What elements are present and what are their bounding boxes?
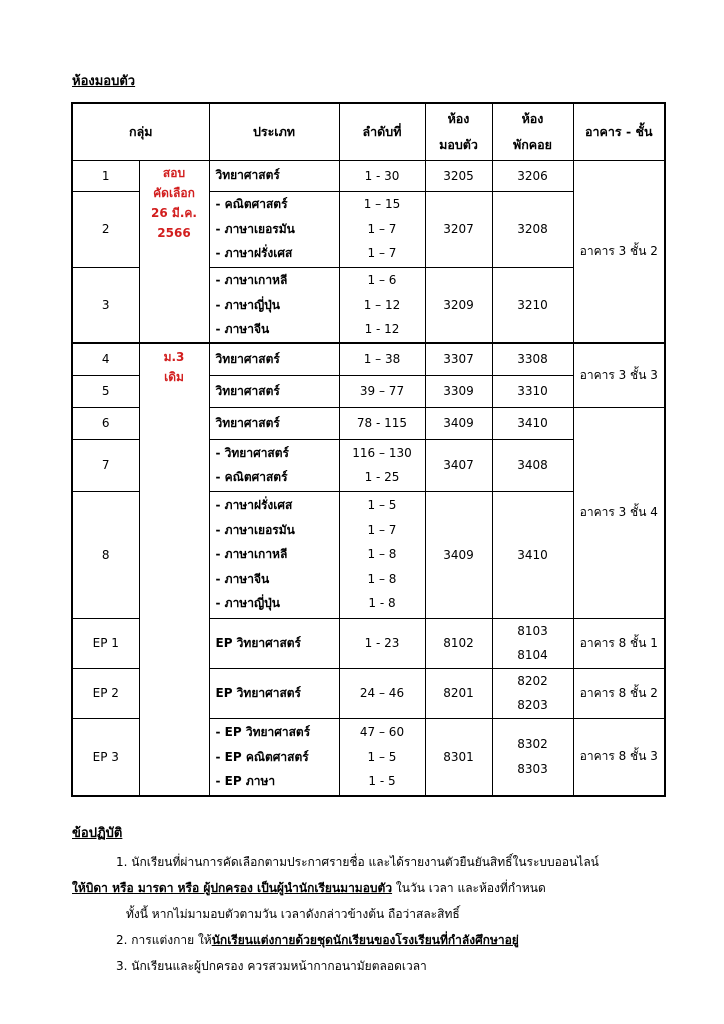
report-room-cell: 3205 bbox=[425, 160, 492, 191]
rule-1-emphasis: ให้บิดา หรือ มารดา หรือ ผู้ปกครอง เป็นผู้นำนักเรียนมามอบตัว bbox=[72, 881, 393, 895]
group-cell: 8 bbox=[72, 491, 139, 618]
building-cell: อาคาร 3 ชั้น 3 bbox=[573, 343, 665, 407]
page-title: ห้องมอบตัว bbox=[72, 74, 136, 89]
type-cell: EP วิทยาศาสตร์ bbox=[209, 618, 339, 668]
order-cell: 24 – 46 bbox=[339, 668, 425, 718]
report-room-cell: 3207 bbox=[425, 191, 492, 267]
type-line: - ภาษาเกาหลี bbox=[215, 273, 288, 287]
rule-2-text: 2. การแต่งกาย ให้ bbox=[116, 933, 212, 947]
order-line: 1 - 8 bbox=[368, 596, 396, 611]
group-cell: 1 bbox=[72, 160, 139, 191]
type-line: - ภาษาญี่ปุ่น bbox=[215, 596, 280, 611]
rule-3: 3. นักเรียนและผู้ปกครอง ควรสวมหน้ากากอนามัยตลอดเวลา bbox=[116, 959, 427, 973]
type-line: - ภาษาเยอรมัน bbox=[215, 522, 295, 537]
order-cell bbox=[339, 191, 425, 267]
order-line: 47 – 60 bbox=[359, 725, 405, 739]
registration-table bbox=[71, 102, 666, 797]
m3-label-line: ม.3 bbox=[163, 350, 185, 364]
type-cell bbox=[209, 439, 339, 491]
group-cell: EP 3 bbox=[72, 718, 139, 796]
type-line: - คณิตศาสตร์ bbox=[215, 470, 288, 484]
order-cell: 1 - 30 bbox=[339, 160, 425, 191]
order-line: 1 – 7 bbox=[367, 522, 397, 537]
type-cell: EP วิทยาศาสตร์ bbox=[209, 668, 339, 718]
report-room-cell: 3409 bbox=[425, 407, 492, 439]
report-room-cell: 8201 bbox=[425, 668, 492, 718]
order-line: 1 – 7 bbox=[367, 221, 397, 236]
group-cell: EP 1 bbox=[72, 618, 139, 668]
report-room-cell: 3307 bbox=[425, 343, 492, 375]
table-row bbox=[72, 160, 665, 191]
rule-2-emphasis: นักเรียนแต่งกายด้วยชุดนักเรียนของโรงเรียนที่กำลังศึกษาอยู่ bbox=[211, 933, 519, 947]
rule-1-line-1: 1. นักเรียนที่ผ่านการคัดเลือกตามประกาศรายชื่อ และได้รายงานตัวยืนยันสิทธิ์ในระบบออนไลน์ bbox=[116, 855, 599, 869]
rule-1-line-2 bbox=[72, 879, 546, 898]
order-cell: 78 - 115 bbox=[339, 407, 425, 439]
building-cell: อาคาร 3 ชั้น 2 bbox=[573, 160, 665, 343]
report-room-cell: 3409 bbox=[425, 491, 492, 618]
type-line: - ภาษาญี่ปุ่น bbox=[215, 297, 280, 312]
group-cell: 4 bbox=[72, 343, 139, 375]
type-line: - วิทยาศาสตร์ bbox=[215, 445, 289, 460]
order-line: 1 – 6 bbox=[367, 273, 397, 287]
exam-label bbox=[139, 160, 209, 343]
building-cell: อาคาร 8 ชั้น 3 bbox=[573, 718, 665, 796]
rule-1-rest: ในวัน เวลา และห้องที่กำหนด bbox=[392, 881, 546, 895]
wait-room-line: 8303 bbox=[517, 761, 548, 776]
group-cell: 5 bbox=[72, 375, 139, 407]
table-row bbox=[72, 343, 665, 375]
order-line: 1 – 15 bbox=[363, 197, 401, 212]
wait-room-cell: 3408 bbox=[492, 439, 573, 491]
report-room-cell: 8301 bbox=[425, 718, 492, 796]
type-line: - ภาษาเกาหลี bbox=[215, 547, 288, 562]
wait-room-line: 8104 bbox=[517, 648, 548, 662]
order-line: 1 – 5 bbox=[367, 498, 397, 513]
group-cell: 7 bbox=[72, 439, 139, 491]
wait-room-cell: 3208 bbox=[492, 191, 573, 267]
wait-room-cell bbox=[492, 718, 573, 796]
group-cell: 3 bbox=[72, 267, 139, 343]
header-report-room bbox=[425, 103, 492, 160]
type-line: - คณิตศาสตร์ bbox=[215, 197, 288, 212]
wait-room-cell bbox=[492, 618, 573, 668]
order-cell bbox=[339, 267, 425, 343]
wait-room-cell: 3206 bbox=[492, 160, 573, 191]
rule-1-line-3: ทั้งนี้ หากไม่มามอบตัวตามวัน เวลาดังกล่าวข้างต้น ถือว่าสละสิทธิ์ bbox=[126, 907, 460, 921]
order-line: 1 - 25 bbox=[364, 470, 400, 484]
order-line: 1 – 8 bbox=[367, 571, 397, 586]
order-cell: 1 - 23 bbox=[339, 618, 425, 668]
m3-label bbox=[139, 343, 209, 796]
exam-label-line: สอบ bbox=[162, 165, 186, 180]
report-room-cell: 3407 bbox=[425, 439, 492, 491]
order-line: 1 – 7 bbox=[367, 246, 397, 261]
group-cell: 6 bbox=[72, 407, 139, 439]
wait-room-line: 8203 bbox=[517, 698, 548, 712]
order-line: 116 – 130 bbox=[352, 445, 412, 460]
type-cell: วิทยาศาสตร์ bbox=[209, 375, 339, 407]
order-cell: 39 – 77 bbox=[339, 375, 425, 407]
order-cell: 1 – 38 bbox=[339, 343, 425, 375]
building-cell: อาคาร 3 ชั้น 4 bbox=[573, 407, 665, 618]
exam-label-line: คัดเลือก bbox=[153, 185, 195, 200]
type-line: - EP ภาษา bbox=[215, 774, 276, 788]
type-cell bbox=[209, 191, 339, 267]
exam-label-line: 26 มี.ค. bbox=[151, 205, 197, 220]
type-line: - ภาษาจีน bbox=[215, 571, 270, 586]
type-cell: วิทยาศาสตร์ bbox=[209, 160, 339, 191]
report-room-cell: 8102 bbox=[425, 618, 492, 668]
type-line: - EP วิทยาศาสตร์ bbox=[215, 725, 311, 739]
order-line: 1 – 12 bbox=[363, 297, 401, 312]
header-wait-room bbox=[492, 103, 573, 160]
type-cell bbox=[209, 718, 339, 796]
type-line: - EP คณิตศาสตร์ bbox=[215, 749, 309, 764]
wait-room-cell bbox=[492, 668, 573, 718]
group-cell: EP 2 bbox=[72, 668, 139, 718]
header-order: ลำดับที่ bbox=[339, 103, 425, 160]
building-cell: อาคาร 8 ชั้น 2 bbox=[573, 668, 665, 718]
header-report-room-line2: มอบตัว bbox=[439, 136, 478, 152]
wait-room-cell: 3210 bbox=[492, 267, 573, 343]
type-cell bbox=[209, 267, 339, 343]
wait-room-cell: 3308 bbox=[492, 343, 573, 375]
wait-room-cell: 3410 bbox=[492, 491, 573, 618]
header-group: กลุ่ม bbox=[72, 103, 209, 160]
order-line: 1 - 5 bbox=[368, 774, 396, 788]
report-room-cell: 3309 bbox=[425, 375, 492, 407]
rules-title: ข้อปฏิบัติ bbox=[72, 826, 123, 841]
type-line: - ภาษาฝรั่งเศส bbox=[215, 246, 293, 261]
m3-label-line: เดิม bbox=[164, 370, 184, 384]
exam-label-line: 2566 bbox=[157, 225, 191, 240]
header-report-room-line1: ห้อง bbox=[447, 110, 470, 126]
table-header-row bbox=[72, 103, 665, 160]
order-line: 1 - 12 bbox=[364, 322, 400, 336]
wait-room-line: 8103 bbox=[517, 623, 548, 638]
wait-room-line: 8202 bbox=[517, 673, 548, 688]
type-line: - ภาษาฝรั่งเศส bbox=[215, 498, 293, 513]
type-line: - ภาษาเยอรมัน bbox=[215, 221, 295, 236]
wait-room-line: 8302 bbox=[517, 737, 548, 752]
type-cell: วิทยาศาสตร์ bbox=[209, 407, 339, 439]
report-room-cell: 3209 bbox=[425, 267, 492, 343]
header-type: ประเภท bbox=[209, 103, 339, 160]
building-cell: อาคาร 8 ชั้น 1 bbox=[573, 618, 665, 668]
wait-room-cell: 3410 bbox=[492, 407, 573, 439]
header-wait-room-line1: ห้อง bbox=[521, 110, 544, 126]
type-line: - ภาษาจีน bbox=[215, 322, 270, 336]
type-cell: วิทยาศาสตร์ bbox=[209, 343, 339, 375]
type-cell bbox=[209, 491, 339, 618]
header-wait-room-line2: พักคอย bbox=[512, 136, 552, 152]
group-cell: 2 bbox=[72, 191, 139, 267]
order-line: 1 – 5 bbox=[367, 749, 397, 764]
rule-2 bbox=[116, 931, 519, 950]
order-cell bbox=[339, 718, 425, 796]
order-line: 1 – 8 bbox=[367, 547, 397, 562]
wait-room-cell: 3310 bbox=[492, 375, 573, 407]
order-cell bbox=[339, 439, 425, 491]
header-building: อาคาร - ชั้น bbox=[573, 103, 665, 160]
order-cell bbox=[339, 491, 425, 618]
